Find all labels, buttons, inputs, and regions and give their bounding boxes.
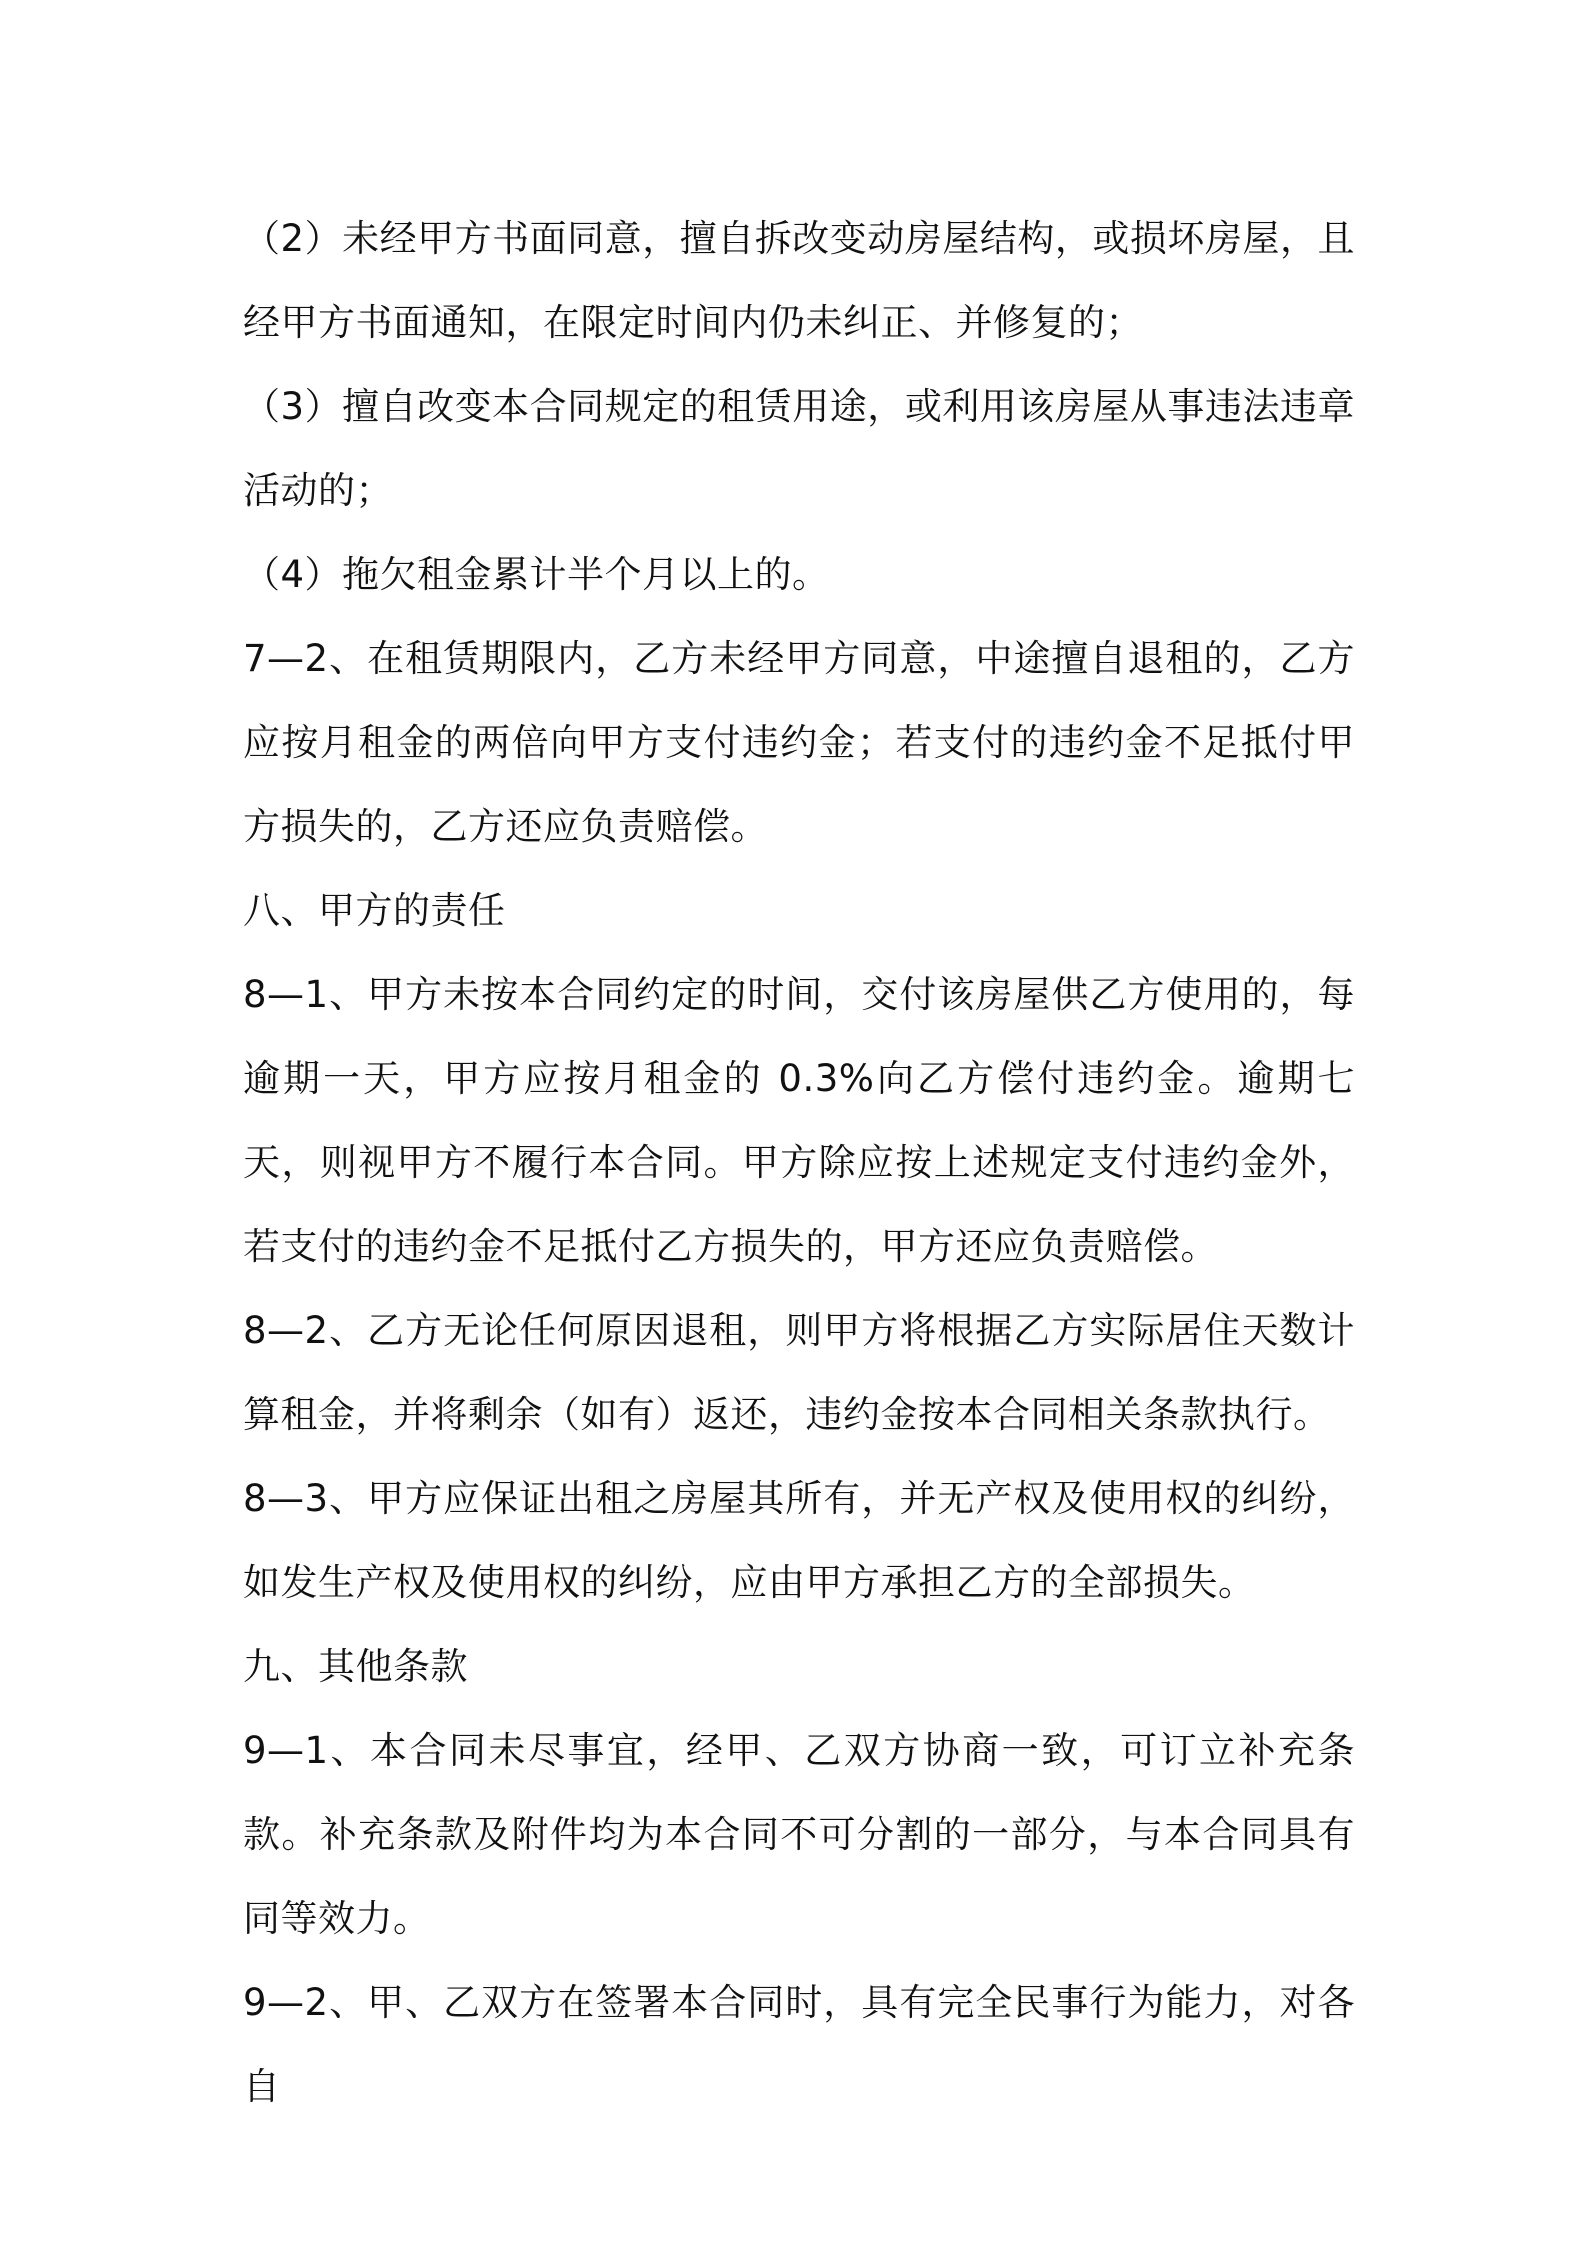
clause-7-1-item-3: （3）擅自改变本合同规定的租赁用途，或利用该房屋从事违法违章活动的； <box>243 385 1355 512</box>
clause-7-1-item-4: （4）拖欠租金累计半个月以上的。 <box>243 553 830 596</box>
clause-8-1: 8—1、甲方未按本合同约定的时间，交付该房屋供乙方使用的，每逾期一天，甲方应按月租金的 0.3%向乙方偿付违约金。逾期七天，则视甲方不履行本合同。甲方除应按上述规定支付违约金外，若支付的违约金不足抵付乙方损失的，甲方还应负责赔偿。 <box>243 973 1355 1268</box>
contract-body <box>243 197 1355 2129</box>
section-heading-8: 八、甲方的责任 <box>243 889 506 932</box>
clause-9-2: 9—2、甲、乙双方在签署本合同时，具有完全民事行为能力，对各自 <box>243 1981 1355 2108</box>
clause-7-2: 7—2、在租赁期限内，乙方未经甲方同意，中途擅自退租的，乙方应按月租金的两倍向甲方支付违约金；若支付的违约金不足抵付甲方损失的，乙方还应负责赔偿。 <box>243 637 1355 848</box>
section-heading-9: 九、其他条款 <box>243 1645 468 1688</box>
clause-8-3: 8—3、甲方应保证出租之房屋其所有，并无产权及使用权的纠纷，如发生产权及使用权的纠纷，应由甲方承担乙方的全部损失。 <box>243 1477 1355 1604</box>
clause-9-1: 9—1、本合同未尽事宜，经甲、乙双方协商一致，可订立补充条款。补充条款及附件均为本合同不可分割的一部分，与本合同具有同等效力。 <box>243 1729 1355 1940</box>
clause-8-2: 8—2、乙方无论任何原因退租，则甲方将根据乙方实际居住天数计算租金，并将剩余（如有）返还，违约金按本合同相关条款执行。 <box>243 1309 1355 1436</box>
clause-7-1-item-2: （2）未经甲方书面同意，擅自拆改变动房屋结构，或损坏房屋，且经甲方书面通知，在限定时间内仍未纠正、并修复的； <box>243 217 1355 344</box>
